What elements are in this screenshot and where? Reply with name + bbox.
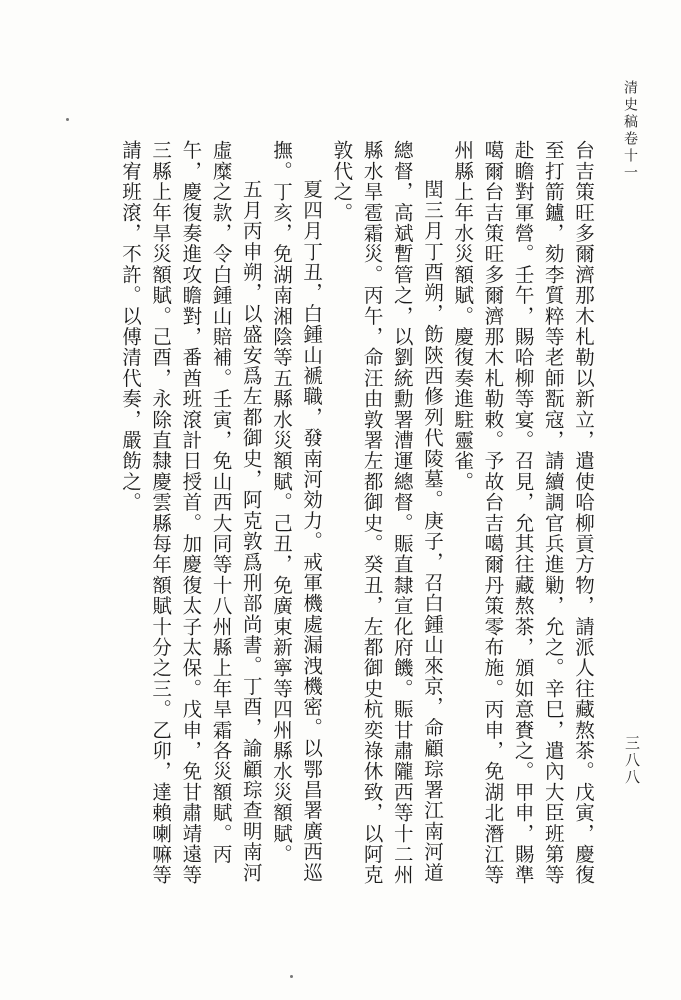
paragraph-4: 五月丙申朔，以盛安爲左都御史，阿克敦爲刑部尚書。丁酉，諭顧琮查明南河虛糜之款，令白鍾山賠補。壬寅，免山西大同等十八州縣上年旱霜各災額賦。丙午，慶復奏進攻瞻對，番酋班滾計日授首。加慶復太子太保。戊申，免甘肅靖遠等三縣上年旱災額賦。己酉，永除直隸慶雲縣每年額賦十分之三。乙卯，達賴喇嘛等請宥班滾，不許。以傅清代奏，嚴飭之。 (118, 140, 263, 886)
paragraph-2: 閏三月丁酉朔，飭陝西修列代陵墓。庚子，召白鍾山來京，命顧琮署江南河道總督，高斌暫管之，以劉統勳署漕運總督。賑直隸宣化府饑。賑甘肅隴西等十二州縣水旱雹霜災。丙午，命汪由敦署左都御史。癸丑，左都御史杭奕祿休致，以阿克敦代之。 (330, 140, 444, 886)
running-header: 清史稿卷十一 (622, 80, 638, 182)
scan-speck (290, 975, 293, 978)
paragraph-3: 夏四月丁丑，白鍾山褫職，發南河効力。戒軍機處漏洩機密。以鄂昌署廣西巡撫。丁亥，免湖南湘陰等五縣水災額賦。己丑，免廣東新寧等四州縣水災額賦。 (269, 140, 324, 883)
page-number: 三八八 (623, 735, 641, 786)
body-text (88, 140, 598, 900)
paragraph-1: 台吉策旺多爾濟那木札勒以新立，遣使哈柳貢方物，請派人往藏熬茶。戊寅，慶復至打箭鑪，劾李質粹等老師翫寇，請續調官兵進勦，允之。辛巳，遣內大臣班第等赴瞻對軍營。壬午，賜哈柳等宴。召見，允其往藏熬茶，頒如意賚之。甲申，賜準噶爾台吉策旺多爾濟那木札勒敕。予故台吉噶爾丹策零布施。丙申，免湖北潛江等州縣上年水災額賦。慶復奏進駐靈雀。 (451, 140, 595, 886)
scan-speck (66, 118, 69, 121)
